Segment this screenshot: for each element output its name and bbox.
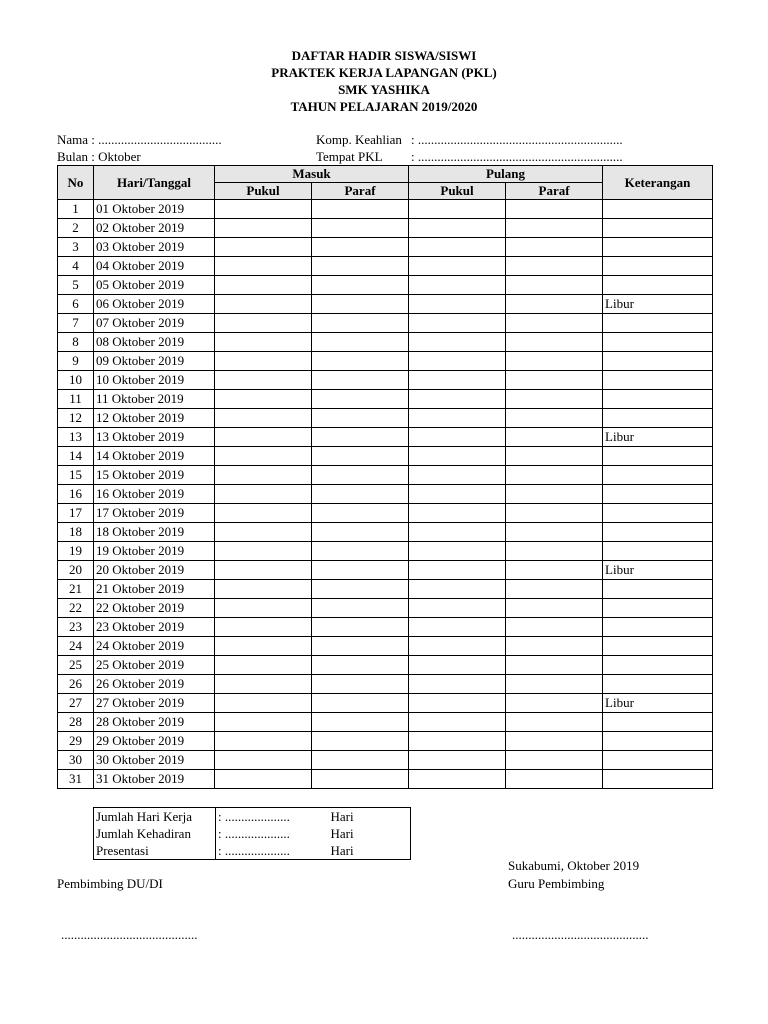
row-keterangan	[603, 504, 713, 523]
pulang-pukul-cell	[409, 561, 506, 580]
row-keterangan	[603, 238, 713, 257]
masuk-pukul-cell	[215, 618, 312, 637]
row-no: 23	[58, 618, 94, 637]
row-keterangan	[603, 751, 713, 770]
pulang-pukul-cell	[409, 542, 506, 561]
masuk-pukul-cell	[215, 656, 312, 675]
row-keterangan	[603, 580, 713, 599]
pulang-paraf-cell	[506, 732, 603, 751]
row-keterangan	[603, 314, 713, 333]
masuk-pukul-cell	[215, 599, 312, 618]
row-no: 24	[58, 637, 94, 656]
masuk-paraf-cell	[312, 694, 409, 713]
table-row	[58, 428, 713, 447]
table-row	[58, 276, 713, 295]
row-no: 28	[58, 713, 94, 732]
row-keterangan: Libur	[603, 694, 713, 713]
table-row	[58, 580, 713, 599]
row-keterangan	[603, 371, 713, 390]
table-row	[58, 713, 713, 732]
masuk-pukul-cell	[215, 637, 312, 656]
pulang-paraf-cell	[506, 409, 603, 428]
header-masuk-pukul: Pukul	[215, 183, 312, 200]
tempat-pkl-value: : ...............................................................	[411, 149, 623, 164]
row-keterangan	[603, 637, 713, 656]
row-tanggal: 12 Oktober 2019	[94, 409, 215, 428]
table-row	[58, 238, 713, 257]
row-tanggal: 15 Oktober 2019	[94, 466, 215, 485]
pulang-pukul-cell	[409, 713, 506, 732]
pulang-paraf-cell	[506, 295, 603, 314]
masuk-paraf-cell	[312, 352, 409, 371]
row-no: 15	[58, 466, 94, 485]
table-row	[58, 352, 713, 371]
row-tanggal: 16 Oktober 2019	[94, 485, 215, 504]
masuk-paraf-cell	[312, 580, 409, 599]
row-tanggal: 31 Oktober 2019	[94, 770, 215, 789]
table-row	[58, 504, 713, 523]
row-keterangan	[603, 485, 713, 504]
pulang-pukul-cell	[409, 333, 506, 352]
masuk-paraf-cell	[312, 200, 409, 219]
row-keterangan	[603, 713, 713, 732]
row-tanggal: 27 Oktober 2019	[94, 694, 215, 713]
row-no: 27	[58, 694, 94, 713]
right-signer-role: Guru Pembimbing	[508, 876, 605, 891]
row-keterangan	[603, 409, 713, 428]
row-keterangan	[603, 447, 713, 466]
pulang-paraf-cell	[506, 694, 603, 713]
pulang-pukul-cell	[409, 466, 506, 485]
pulang-pukul-cell	[409, 352, 506, 371]
masuk-pukul-cell	[215, 770, 312, 789]
table-row	[58, 390, 713, 409]
masuk-pukul-cell	[215, 447, 312, 466]
attendance-body	[58, 200, 713, 789]
row-tanggal: 21 Oktober 2019	[94, 580, 215, 599]
pulang-paraf-cell	[506, 314, 603, 333]
row-keterangan	[603, 770, 713, 789]
masuk-pukul-cell	[215, 333, 312, 352]
table-row	[58, 295, 713, 314]
pulang-pukul-cell	[409, 675, 506, 694]
table-row	[58, 675, 713, 694]
pulang-paraf-cell	[506, 333, 603, 352]
pulang-paraf-cell	[506, 580, 603, 599]
table-row	[58, 618, 713, 637]
masuk-pukul-cell	[215, 428, 312, 447]
header-pulang-pukul: Pukul	[409, 183, 506, 200]
pulang-pukul-cell	[409, 295, 506, 314]
pulang-pukul-cell	[409, 219, 506, 238]
pulang-pukul-cell	[409, 238, 506, 257]
row-tanggal: 20 Oktober 2019	[94, 561, 215, 580]
pulang-paraf-cell	[506, 561, 603, 580]
row-no: 30	[58, 751, 94, 770]
masuk-pukul-cell	[215, 352, 312, 371]
pulang-pukul-cell	[409, 428, 506, 447]
summary-unit: Hari	[330, 809, 354, 824]
masuk-paraf-cell	[312, 599, 409, 618]
title-line-3: SMK YASHIKA	[338, 82, 430, 97]
attendance-table	[57, 165, 713, 789]
row-no: 26	[58, 675, 94, 694]
summary-unit: Hari	[330, 843, 354, 858]
row-tanggal: 05 Oktober 2019	[94, 276, 215, 295]
pulang-pukul-cell	[409, 409, 506, 428]
summary-label: Jumlah Hari Kerja	[94, 808, 216, 826]
row-tanggal: 03 Oktober 2019	[94, 238, 215, 257]
table-row	[58, 523, 713, 542]
row-no: 29	[58, 732, 94, 751]
row-keterangan	[603, 390, 713, 409]
table-row	[58, 466, 713, 485]
masuk-pukul-cell	[215, 276, 312, 295]
row-tanggal: 04 Oktober 2019	[94, 257, 215, 276]
row-tanggal: 30 Oktober 2019	[94, 751, 215, 770]
masuk-pukul-cell	[215, 238, 312, 257]
row-keterangan	[603, 466, 713, 485]
summary-row	[94, 825, 411, 842]
table-row	[58, 485, 713, 504]
row-tanggal: 09 Oktober 2019	[94, 352, 215, 371]
title-line-1: DAFTAR HADIR SISWA/SISWI	[291, 48, 477, 63]
masuk-paraf-cell	[312, 751, 409, 770]
pulang-pukul-cell	[409, 276, 506, 295]
pulang-paraf-cell	[506, 390, 603, 409]
row-keterangan	[603, 656, 713, 675]
masuk-paraf-cell	[312, 314, 409, 333]
masuk-pukul-cell	[215, 200, 312, 219]
masuk-pukul-cell	[215, 504, 312, 523]
row-tanggal: 18 Oktober 2019	[94, 523, 215, 542]
row-tanggal: 06 Oktober 2019	[94, 295, 215, 314]
row-no: 6	[58, 295, 94, 314]
row-tanggal: 22 Oktober 2019	[94, 599, 215, 618]
row-keterangan	[603, 219, 713, 238]
pulang-pukul-cell	[409, 257, 506, 276]
tempat-pkl-label: Tempat PKL	[316, 149, 383, 164]
masuk-paraf-cell	[312, 371, 409, 390]
pulang-paraf-cell	[506, 447, 603, 466]
masuk-pukul-cell	[215, 390, 312, 409]
masuk-paraf-cell	[312, 523, 409, 542]
row-no: 16	[58, 485, 94, 504]
row-keterangan	[603, 257, 713, 276]
header-pulang: Pulang	[409, 166, 603, 183]
row-keterangan: Libur	[603, 561, 713, 580]
row-tanggal: 10 Oktober 2019	[94, 371, 215, 390]
pulang-paraf-cell	[506, 219, 603, 238]
pulang-paraf-cell	[506, 713, 603, 732]
masuk-pukul-cell	[215, 580, 312, 599]
row-keterangan	[603, 276, 713, 295]
row-no: 5	[58, 276, 94, 295]
header-no: No	[58, 166, 94, 200]
pulang-pukul-cell	[409, 200, 506, 219]
masuk-pukul-cell	[215, 257, 312, 276]
header-pulang-paraf: Paraf	[506, 183, 603, 200]
row-keterangan	[603, 675, 713, 694]
row-keterangan: Libur	[603, 295, 713, 314]
masuk-pukul-cell	[215, 485, 312, 504]
masuk-paraf-cell	[312, 428, 409, 447]
title-line-4: TAHUN PELAJARAN 2019/2020	[290, 99, 478, 114]
row-tanggal: 17 Oktober 2019	[94, 504, 215, 523]
masuk-paraf-cell	[312, 637, 409, 656]
summary-label: Presentasi	[94, 842, 216, 860]
pulang-pukul-cell	[409, 390, 506, 409]
table-row	[58, 694, 713, 713]
row-no: 25	[58, 656, 94, 675]
masuk-pukul-cell	[215, 694, 312, 713]
masuk-pukul-cell	[215, 371, 312, 390]
row-no: 9	[58, 352, 94, 371]
row-tanggal: 23 Oktober 2019	[94, 618, 215, 637]
masuk-pukul-cell	[215, 523, 312, 542]
table-row	[58, 542, 713, 561]
table-row	[58, 409, 713, 428]
masuk-paraf-cell	[312, 618, 409, 637]
header-keterangan: Keterangan	[603, 166, 713, 200]
pulang-pukul-cell	[409, 599, 506, 618]
masuk-paraf-cell	[312, 447, 409, 466]
pulang-pukul-cell	[409, 314, 506, 333]
row-tanggal: 07 Oktober 2019	[94, 314, 215, 333]
pulang-paraf-cell	[506, 599, 603, 618]
row-no: 22	[58, 599, 94, 618]
row-no: 3	[58, 238, 94, 257]
row-keterangan	[603, 618, 713, 637]
summary-row	[94, 808, 411, 826]
masuk-pukul-cell	[215, 713, 312, 732]
pulang-paraf-cell	[506, 485, 603, 504]
row-no: 10	[58, 371, 94, 390]
table-row	[58, 333, 713, 352]
masuk-pukul-cell	[215, 542, 312, 561]
row-keterangan	[603, 599, 713, 618]
masuk-paraf-cell	[312, 333, 409, 352]
masuk-paraf-cell	[312, 713, 409, 732]
pulang-pukul-cell	[409, 580, 506, 599]
pulang-paraf-cell	[506, 751, 603, 770]
right-signature-line: ..........................................	[512, 927, 649, 942]
pulang-pukul-cell	[409, 371, 506, 390]
pulang-pukul-cell	[409, 618, 506, 637]
masuk-paraf-cell	[312, 485, 409, 504]
summary-value: : ....................	[218, 843, 290, 858]
masuk-paraf-cell	[312, 656, 409, 675]
masuk-pukul-cell	[215, 219, 312, 238]
row-keterangan: Libur	[603, 428, 713, 447]
pulang-pukul-cell	[409, 751, 506, 770]
masuk-paraf-cell	[312, 257, 409, 276]
masuk-paraf-cell	[312, 295, 409, 314]
masuk-pukul-cell	[215, 466, 312, 485]
masuk-paraf-cell	[312, 390, 409, 409]
table-row	[58, 599, 713, 618]
pulang-paraf-cell	[506, 238, 603, 257]
row-no: 2	[58, 219, 94, 238]
masuk-paraf-cell	[312, 219, 409, 238]
pulang-paraf-cell	[506, 200, 603, 219]
masuk-pukul-cell	[215, 675, 312, 694]
summary-value: : ....................	[218, 809, 290, 824]
row-tanggal: 29 Oktober 2019	[94, 732, 215, 751]
masuk-pukul-cell	[215, 409, 312, 428]
left-signer-role: Pembimbing DU/DI	[57, 876, 163, 891]
masuk-pukul-cell	[215, 295, 312, 314]
masuk-pukul-cell	[215, 732, 312, 751]
row-keterangan	[603, 200, 713, 219]
masuk-paraf-cell	[312, 542, 409, 561]
row-no: 19	[58, 542, 94, 561]
masuk-paraf-cell	[312, 409, 409, 428]
table-row	[58, 257, 713, 276]
row-tanggal: 13 Oktober 2019	[94, 428, 215, 447]
table-row	[58, 200, 713, 219]
pulang-pukul-cell	[409, 637, 506, 656]
pulang-pukul-cell	[409, 732, 506, 751]
row-tanggal: 11 Oktober 2019	[94, 390, 215, 409]
masuk-pukul-cell	[215, 561, 312, 580]
row-no: 31	[58, 770, 94, 789]
row-keterangan	[603, 542, 713, 561]
pulang-paraf-cell	[506, 656, 603, 675]
place-date: Sukabumi, Oktober 2019	[508, 858, 640, 873]
pulang-paraf-cell	[506, 276, 603, 295]
row-tanggal: 24 Oktober 2019	[94, 637, 215, 656]
pulang-pukul-cell	[409, 523, 506, 542]
row-no: 7	[58, 314, 94, 333]
row-no: 11	[58, 390, 94, 409]
row-tanggal: 14 Oktober 2019	[94, 447, 215, 466]
nama-field: Nama : ......................................	[57, 132, 222, 147]
row-no: 12	[58, 409, 94, 428]
row-tanggal: 26 Oktober 2019	[94, 675, 215, 694]
summary-table	[93, 807, 411, 860]
row-no: 8	[58, 333, 94, 352]
masuk-paraf-cell	[312, 466, 409, 485]
masuk-pukul-cell	[215, 751, 312, 770]
pulang-paraf-cell	[506, 618, 603, 637]
row-no: 18	[58, 523, 94, 542]
pulang-pukul-cell	[409, 656, 506, 675]
row-tanggal: 08 Oktober 2019	[94, 333, 215, 352]
row-keterangan	[603, 352, 713, 371]
summary-label: Jumlah Kehadiran	[94, 825, 216, 842]
table-row	[58, 219, 713, 238]
pulang-pukul-cell	[409, 447, 506, 466]
header-hari-tanggal: Hari/Tanggal	[94, 166, 215, 200]
pulang-paraf-cell	[506, 466, 603, 485]
pulang-paraf-cell	[506, 504, 603, 523]
table-header-row-1	[58, 166, 713, 183]
bulan-field: Bulan : Oktober	[57, 149, 141, 164]
row-tanggal: 19 Oktober 2019	[94, 542, 215, 561]
table-row	[58, 447, 713, 466]
komp-keahlian-value: : ...............................................................	[411, 132, 623, 147]
masuk-paraf-cell	[312, 732, 409, 751]
row-keterangan	[603, 732, 713, 751]
masuk-pukul-cell	[215, 314, 312, 333]
komp-keahlian-label: Komp. Keahlian	[316, 132, 402, 147]
pulang-pukul-cell	[409, 694, 506, 713]
row-tanggal: 02 Oktober 2019	[94, 219, 215, 238]
row-keterangan	[603, 523, 713, 542]
row-tanggal: 28 Oktober 2019	[94, 713, 215, 732]
summary-unit: Hari	[330, 826, 354, 841]
row-no: 17	[58, 504, 94, 523]
table-row	[58, 561, 713, 580]
row-keterangan	[603, 333, 713, 352]
masuk-paraf-cell	[312, 276, 409, 295]
pulang-pukul-cell	[409, 504, 506, 523]
masuk-paraf-cell	[312, 238, 409, 257]
row-no: 20	[58, 561, 94, 580]
table-row	[58, 371, 713, 390]
row-tanggal: 25 Oktober 2019	[94, 656, 215, 675]
pulang-paraf-cell	[506, 770, 603, 789]
table-row	[58, 770, 713, 789]
pulang-paraf-cell	[506, 428, 603, 447]
row-no: 4	[58, 257, 94, 276]
pulang-paraf-cell	[506, 257, 603, 276]
table-row	[58, 314, 713, 333]
masuk-paraf-cell	[312, 504, 409, 523]
pulang-paraf-cell	[506, 542, 603, 561]
table-row	[58, 656, 713, 675]
pulang-pukul-cell	[409, 770, 506, 789]
document-title-block	[0, 47, 768, 115]
pulang-paraf-cell	[506, 675, 603, 694]
masuk-paraf-cell	[312, 770, 409, 789]
row-no: 1	[58, 200, 94, 219]
header-masuk-paraf: Paraf	[312, 183, 409, 200]
masuk-paraf-cell	[312, 675, 409, 694]
row-no: 14	[58, 447, 94, 466]
row-no: 13	[58, 428, 94, 447]
summary-row	[94, 842, 411, 860]
left-signature-line: ..........................................	[61, 927, 198, 942]
pulang-paraf-cell	[506, 523, 603, 542]
title-line-2: PRAKTEK KERJA LAPANGAN (PKL)	[271, 65, 497, 80]
pulang-paraf-cell	[506, 637, 603, 656]
pulang-pukul-cell	[409, 485, 506, 504]
masuk-paraf-cell	[312, 561, 409, 580]
row-tanggal: 01 Oktober 2019	[94, 200, 215, 219]
summary-value: : ....................	[218, 826, 290, 841]
pulang-paraf-cell	[506, 352, 603, 371]
table-row	[58, 637, 713, 656]
header-masuk: Masuk	[215, 166, 409, 183]
table-row	[58, 751, 713, 770]
table-row	[58, 732, 713, 751]
pulang-paraf-cell	[506, 371, 603, 390]
row-no: 21	[58, 580, 94, 599]
